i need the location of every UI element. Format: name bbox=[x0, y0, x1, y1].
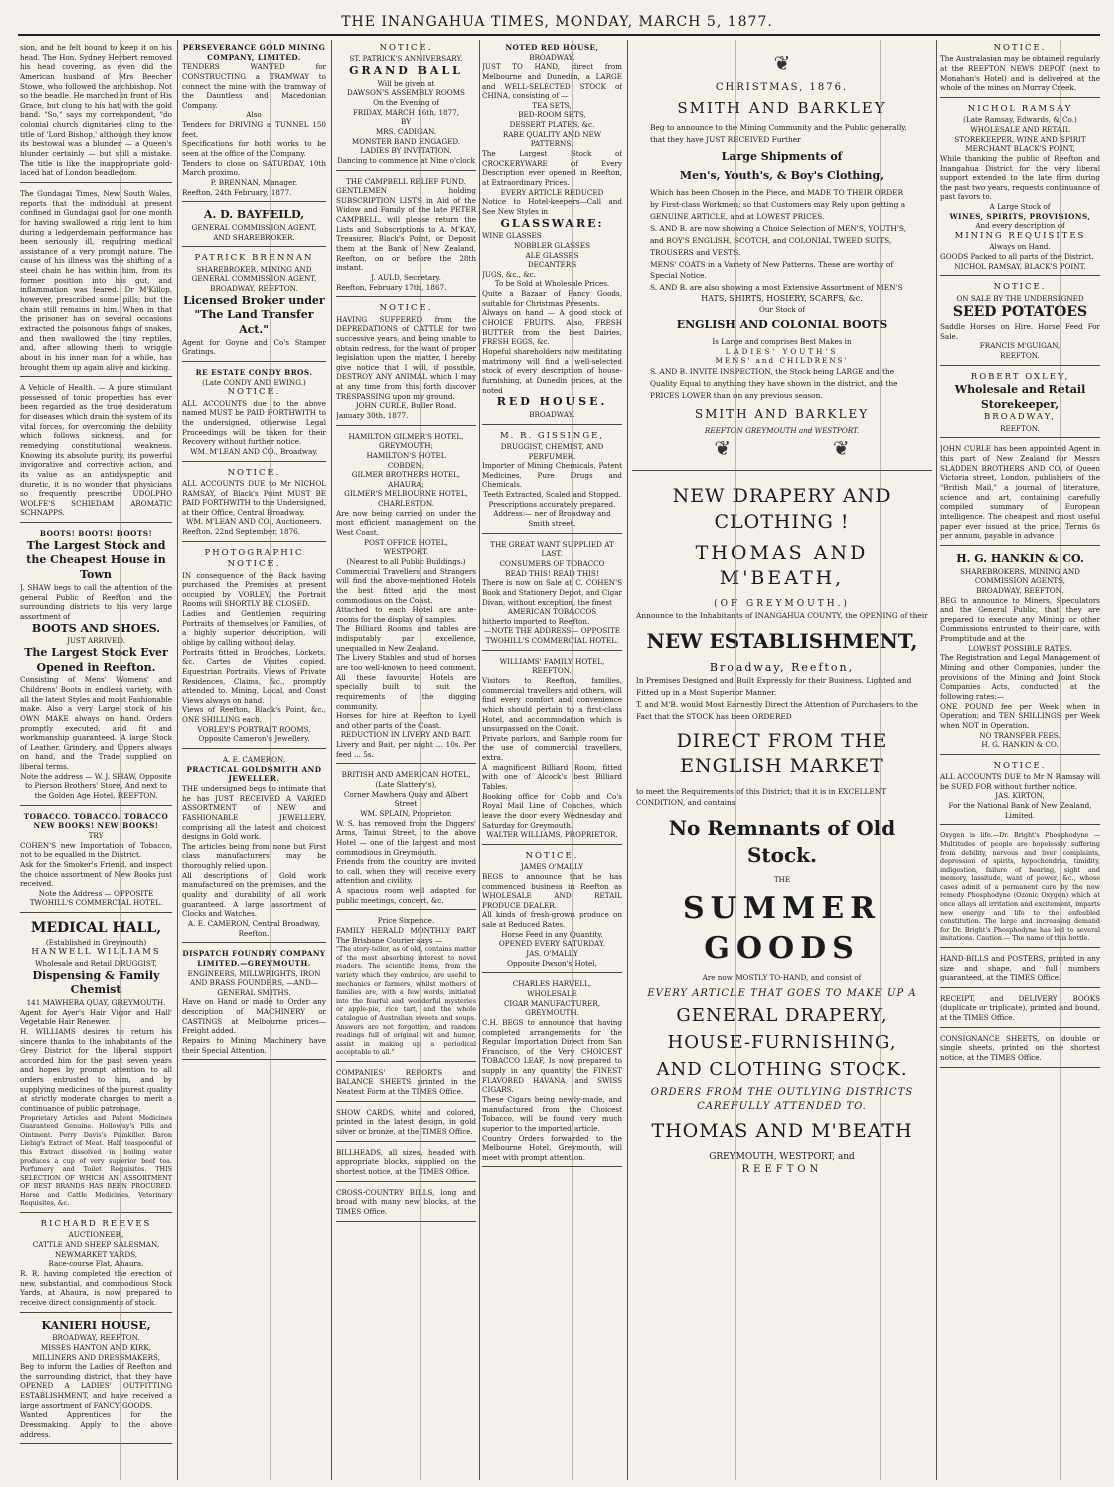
ad-john-curle: JOHN CURLE has been appointed Agent in this part of New Zealand for Messrs SLADDEN BROTHERS AND CO. of Queen Victoria street, London, publishers of the "British Mail," a journal of literature, science and art, containing carefully compiled summary of European intelligence. The cheapest and most useful paper ever issued at the price. Terms 6s per annum, payable in advance bbox=[940, 441, 1100, 545]
ad-richard-reeves: RICHARD REEVES AUCTIONEER, CATTLE AND SHEEP SALESMAN, NEWMARKET YARDS, Race-course Flat, Ahaura. R. R. having completed the erection of new, substantial, and commodious Stock Yards, at Ahaura, is now prepared to receive direct consignments of stock. bbox=[20, 1216, 172, 1313]
ad-photographic: PHOTOGRAPHIC NOTICE. IN consequence of the Back having purchased the Premises at present occupied by VORLEY, the Portrait Rooms will SHORTLY BE CLOSED. Ladies and Gentlemen requiring Portraits of themselves or Families, of a highly superior description, will oblige by calling without delay. Portraits fitted in Brooches, Lockets, &c. Cartes de Visites copied. Equestrian Portraits. Views of Private Residences, Claims, &c., promptly attended to. Mining, Local, and Coast Views always on hand. Views of Reefton, Black's Point, &c., ONE SHILLING each. VORLEY'S PORTRAIT ROOMS, Opposite Cameron's Jewellery. bbox=[182, 545, 326, 749]
ad-cross-country: CROSS-COUNTRY BILLS, long and broad with many new blocks, at the TIMES Office. bbox=[336, 1185, 476, 1222]
column-6 bbox=[940, 40, 1100, 1480]
ad-seed-potatoes: NOTICE. ON SALE BY THE UNDERSIGNED SEED POTATOES Saddle Horses on Hire. Horse Feed For Sale. FRANCIS M'GUIGAN, REEFTON. bbox=[940, 279, 1100, 365]
column-rule bbox=[479, 40, 480, 1480]
column-rule bbox=[627, 40, 628, 1480]
ad-handbills: HAND-BILLS and POSTERS, printed in any size and shape, and full numbers guaranteed, at the TIMES Office. bbox=[940, 951, 1100, 988]
column-3 bbox=[336, 40, 476, 1480]
ad-nichol-ramsay: NICHOL RAMSAY (Late Ramsay, Edwards, & Co.) WHOLESALE AND RETAIL STOREKEEPER, WINE AND SPIRIT MERCHANT BLACK'S POINT, While thanking the public of Reefton and Inangahua District for the very liberal support extended to the late firm during the past two years, requests continuance of past favors to. A Large Stock of WINES, SPIRITS, PROVISIONS, And every description of MINING REQUISITES Always on Hand. GOODS Packed to all parts of the District. NICHOL RAMSAY, BLACK'S POINT. bbox=[940, 101, 1100, 276]
notice-kirton: NOTICE. ALL ACCOUNTS DUE to Mr N Ramsay will be SUED FOR without further notice. JAS. KIRTON, For the National Bank of New Zealand, Limited. bbox=[940, 758, 1100, 826]
ad-red-house: NOTED RED HOUSE, BROADWAY. JUST TO HAND, direct from Melbourne and Dunedin, a LARGE and WELL-SELECTED STOCK of CHINA, consisting of — TEA SETS, BED-ROOM SETS, DESSERT PLATES, &c. RARE QUALITY AND NEW PATTERNS. The Largest Stock of CROCKERYWARE of Every Description ever opened in Reefton, at Extraordinary Prices. EVERY ARTICLE REDUCED Notice to Hotel-keepers—Call and See New Styles in GLASSWARE: WINE GLASSES NOBBLER GLASSES ALE GLASSES DECANTERS JUGS, &c., &c. To be Sold at Wholesale Prices. Quite a Bazaar of Fancy Goods, suitable for Christmas Presents. Always on hand — A good stock of CHOICE FRUITS. Also, FRESH BUTTER from the best Dairies, FRESH EGGS, &c. Hopeful shareholders now meditating matrimony will find a well-selected stock of every description of house-furnishing, at Dunedin prices, at the noted RED HOUSE. BROADWAY. bbox=[482, 40, 622, 425]
ad-american-tobacco: THE GREAT WANT SUPPLIED AT LAST. CONSUMERS OF TOBACCO READ THIS! READ THIS! There is now on Sale at C. COHEN'S Book and Stationery Depot, and Cigar Divan, without exception, the finest AMERICAN TOBACCOS hitherto imported to Reefton. —NOTE THE ADDRESS— OPPOSITE TWOHILL'S COMMERCIAL HOTEL. bbox=[482, 537, 622, 651]
ad-thomas-mbeath: NEW DRAPERY AND CLOTHING ! THOMAS AND M'BEATH, (OF GREYMOUTH.) Announce to the Inhabitants of INANGAHUA COUNTY, the OPENING of their NEW ESTABLISHMENT, Broadway, Reefton, In Premises Designed and Built Expressly for their Business. Lighted and Fitted up in a Most Superior Manner. T. and M'B. would Most Earnestly Direct the Attention of Purchasers to the Fact that the STOCK has been ORDERED DIRECT FROM THE ENGLISH MARKET to meet the Requirements of this District; that it is in EXCELLENT CONDITION, and contains No Remnants of Old Stock. THE SUMMER GOODS Are now MOSTLY TO-HAND, and consist of EVERY ARTICLE THAT GOES TO MAKE UP A GENERAL DRAPERY, HOUSE-FURNISHING, AND CLOTHING STOCK. ORDERS FROM THE OUTLYING DISTRICTS CAREFULLY ATTENDED TO. THOMAS AND M'BEATH GREYMOUTH, WESTPORT, and REEFTON bbox=[636, 485, 928, 1175]
article-health: A Vehicle of Health. — A pure stimulant possessed of tonic properties has ever been regarded as the true desideratum for diseases which drain the system of its vital forces, for overcoming the debility which follows sickness, and for remedying constitutional weakness. Knowing its absolute purity, its powerful invigorative and corrective action, and its value as an antidyspeptic and diuretic, it is no wonder that physicians so frequently prescribe UDOLPHO WOLFE'S SCHIEDAM AROMATIC SCHNAPPS. bbox=[20, 380, 172, 523]
article-phosphodyne: Oxygen is life.—Dr. Bright's Phosphodyne — Multitudes of people are hopelessly suffering from debility, nervous and liver complaints, depression of spirits, hypochondria, timidity, indigestion, failure of hearing, sight and memory, lassitude, want of power, &c., whose cases admit of a permanent cure by the new remedy Phosphodyne (Ozonic Oxygen) which at once allays all irritation and excitement, imparts new energy and life to the enfeebled constitution. The large and increasing demand for Dr. Bright's Phosphodyne has led to several imitations. Caution.— The name of this bottle. bbox=[940, 828, 1100, 948]
column-1 bbox=[20, 40, 172, 1480]
ad-consignance: CONSIGNANCE SHEETS, on double or single sheets, printed on the shortest notice, at the TIMES Office. bbox=[940, 1031, 1100, 1068]
scan-fold-line bbox=[270, 40, 271, 1480]
column-2 bbox=[182, 40, 326, 1480]
ad-hankin: H. G. HANKIN & CO. SHAREBROKERS, MINING AND COMMISSION AGENTS, BROADWAY, REEFTON. BEG to announce to Miners, Speculators and the General Public, that they are prepared to execute any Mining or other Commissions entrusted to their care, with Promptitude and at the LOWEST POSSIBLE RATES. The Registration and Legal Management of Mining and other Companies, under the provisions of the Mining and Joint Stock Companies Acts, conducted at the following rates:— ONE POUND fee per Week when in Operation; and TEN SHILLINGS per Week when NOT in Operation. NO TRANSFER FEES. H. G. HANKIN & CO. bbox=[940, 549, 1100, 755]
ad-boots: BOOTS! BOOTS! BOOTS! The Largest Stock and the Cheapest House in Town J. SHAW begs to call the attention of the general Public of Reefton and the surrounding districts to his very large assortment of BOOTS AND SHOES. JUST ARRIVED. The Largest Stock Ever Opened in Reefton. Consisting of Mens' Womens' and Childrens' Boots in endless variety, with all the latest Styles and most Fashionable make. Also a very Large stock of his OWN MAKE always on hand. Orders promptly executed, and fit and workmanship guaranteed. A large Stock of Leather, Grindery, and Uppers always on hand, and the Trade supplied on liberal terms. Note the address — W. J. SHAW, Opposite to Pierson Brothers' Store, And next to the Golden Age Hotel, REEFTON. bbox=[20, 526, 172, 806]
ad-robert-oxley: ROBERT OXLEY, Wholesale and Retail Storekeeper, BROADWAY, REEFTON. bbox=[940, 369, 1100, 439]
ad-medical-hall: MEDICAL HALL, (Established in Greymouth) HANWELL WILLIAMS Wholesale and Retail DRUGGIST, Dispensing & Family Chemist 141 MAWHERA QUAY, GREYMOUTH. Agent for Ayer's Hair Vigor and Hall' Vegetable Hair Renewer. H. WILLIAMS desires to return his sincere thanks to the inhabitants of the Grey District for the liberal support accorded him for the past seven years and hopes by prompt attention to all orders entrusted to him, and by supplying medicines of the purest quality at strictly moderate charges to merit a continuance of public patronage. Proprietary Articles and Patent Medicines Guaranteed Genuine. Holloway's Pills and Ointment. Perry Davis's Painkiller. Baron Liebig's Extract of Meat. Half teaspoonful of this Extract dissolved in boiling water produces a cup of very superior beef tea. Perfumery and Toilet Requisites. THIS SELECTION OF WHICH AN ASSORTMENT OF BEST BRANDS HAS BEEN PROCURED. Horse and Cattle Medicines, Veterinary Requisites, &c. bbox=[20, 916, 172, 1213]
ad-family-herald: Price Sixpence. FAMILY HERALD MONTHLY PART The Brisbane Courier says — "The story-teller, as of old, contains matter of the most absorbing interest to novel readers. The scientific items, from the variety which they embrace, are useful to mechanics or farmers, whilst mothers of families are, with a few words, initiated into the fearful and wonderful mysteries or apple-pie, rice tart, and the whole catalogue of Australian sweets and soups. Answers are not forgotten, and random readings full of original wit and humor, assist in making up a periodical acceptable to all." bbox=[336, 913, 476, 1061]
notice-australasian: NOTICE. The Australasian may be obtained regularly at the REEFTON NEWS DEPOT (next to Monahan's Hotel) and is delivered at the whole of the mines on Murray Creek. bbox=[940, 40, 1100, 98]
column-rule bbox=[331, 40, 332, 1480]
ad-williams-hotel: WILLIAMS' FAMILY HOTEL, REEFTON. Visitors to Reefton, families, commercial travellers and others, will find every comfort and convenience which should pertain to a first-class Hotel, and accommodation which is unsurpassed on the Coast. Private parlors, and Sample room for the use of commercial travellers, extra. A magnificent Billiard Room, fitted with one of Alcock's best Billiard Tables. Booking office for Cobb and Co's Royal Mail Line of Coaches, which leave the door every Wednesday and Saturday for Greymouth. WALTER WILLIAMS, PROPRIETOR. bbox=[482, 654, 622, 845]
ornament: ❦ bbox=[773, 51, 791, 75]
article-beadle: sion, and he felt bound to keep it on his head. The Hon. Sydney Herbert removed his head covering, as even did the American husband of Mrs Beecher Stowe, who followed the archbishop. Not so the beadle. He marched in front of His Grace, but clung to his hat with the gold band. "So," says my correspondent, "do colonial church dignitaries cling to the title of 'Lord Bishop,' although they know its bestowal was a blunder — a Queen's blunder certainly — but still a mistake. The title is like the inappropriate gold-laced hat of London beadledom. bbox=[20, 40, 172, 183]
notice-ramsay-accounts: NOTICE. ALL ACCOUNTS DUE to Mr NICHOL RAMSAY, of Black's Point MUST BE PAID FORTHWITH to the Undersigned, at their Office, Central Broadway. WM. M'LEAN AND CO., Auctioneers. Reefton, 22nd September, 1876. bbox=[182, 465, 326, 542]
scan-fold-line bbox=[120, 40, 121, 1480]
ad-omally: NOTICE. JAMES O'MALLY BEGS to announce that he has commenced business in Reefton as WHOLESALE AND RETAIL PRODUCE DEALER. All kinds of fresh-grown produce on sale at Reduced Rates. Horse Feed in any Quantity. OPENED EVERY SATURDAY. JAS. O'MALLY Opposite Dwson's Hotel, bbox=[482, 848, 622, 973]
ad-british-american: BRITISH AND AMERICAN HOTEL, (Late Slattery's), Corner Mawhera Quay and Albert Street WM. SPLAIN, Proprietor. W. S. has removed from the Diggers' Arms, Tainui Street, to the above Hotel — one of the largest and most commodious in Greymouth. Friends from the country are invited to call, when they will receive every attention and civility. A spacious room well adapted for public meetings, concert, &c. bbox=[336, 767, 476, 910]
article-gundagai: The Gundagai Times, New South Wales, reports that the individual at present confined in Gundagai gaol for one month for having swallowed a ring lent to him during a ledgerdemain performance has been seriously ill, requiring medical assistance of a very prompt nature. The cause of his illness was the shifting of a steel chain he has within him, from its former position into his gut, and inflammation was feared. Dr M'Killop, however, prescribed some pills; but the chain still remains in him. When in that the prisoner has on several occasions extracted the poisonous fangs of snakes, and then swallowed the tiny reptiles, and, after allowing them to wriggle about in his inner man for a while, has brought them up again alive and kicking. bbox=[20, 186, 172, 377]
ad-dispatch-foundry: DISPATCH FOUNDRY COMPANY LIMITED.—GREYMOUTH. ENGINEERS, MILLWRIGHTS, IRON AND BRASS FOUNDERS, —AND— GENERAL SMITHS. Have on Hand or made to Order any description of MACHINERY or CASTINGS at Melbourne prices—Freight added. Repairs to Mining Machinery have their Special Attention. bbox=[182, 946, 326, 1060]
masthead-title: THE INANGAHUA TIMES, MONDAY, MARCH 5, 1877. bbox=[341, 14, 773, 30]
column-rule bbox=[936, 40, 937, 1480]
ad-kanieri-house: KANIERI HOUSE, BROADWAY, REEFTON. MISSES HANTON AND KIRK, MILLINERS AND DRESSMAKERS, Beg to inform the Ladies of Reefton and the surrounding district, that they have OPENED A LADIES' OUTFITTING ESTABLISHMENT, and have received a large assortment of FANCY GOODS. Wanted Apprentices for the Dressmaking. Apply to the above address. bbox=[20, 1316, 172, 1445]
scan-fold-line bbox=[572, 40, 573, 1480]
ad-show-cards: SHOW CARDS, white and colored, printed in the latest design, in gold silver or bronze, at the TIMES Office. bbox=[336, 1105, 476, 1142]
notice-curle: NOTICE. HAVING SUFFERED from the DEPREDATIONS of CATTLE for two successive years, and being unable to obtain redress, for the want of proper legislation upon the matter, I hereby give notice that I will, if possible, DESTROY ANY ANIMAL which I may at any time from this forth discover TRESPASSING upon my ground. JOHN CURLE, Buller Road. January 30th, 1877. bbox=[336, 300, 476, 425]
ad-receipt-books: RECEIPT, and DELIVERY BOOKS (duplicate or triplicate), printed and bound, at the TIMES Office. bbox=[940, 991, 1100, 1028]
ad-gissinge: M. R. GISSINGE, DRUGGIST, CHEMIST, AND PERFUMER. Importer of Mining Chemicals, Patent Medicines, Pure Drugs and Chemicals. Teeth Extracted, Scaled and Stopped. Prescriptions accurately prepared. Address:— ner of Broadway and Smith street. bbox=[482, 428, 622, 534]
column-rule bbox=[177, 40, 178, 1480]
column-4 bbox=[482, 40, 622, 1480]
scan-fold-line bbox=[880, 40, 881, 1480]
ad-companies: COMPANIES' REPORTS and BALANCE SHEETS printed in the Neatest Form at the TIMES Office. bbox=[336, 1065, 476, 1102]
ad-tobacco: TOBACCO. TOBACCO. TOBACCO NEW BOOKS! NEW BOOKS! TRY COHEN'S new Importation of Tobacco, not to be equalled in the District. Ask for the Smoker's Friend, and inspect the choice assortment of New Books just received. Note the Address — OPPOSITE TWOHILL'S COMMERCIAL HOTEL. bbox=[20, 809, 172, 913]
scan-fold-line bbox=[1060, 40, 1061, 1480]
scan-fold-line bbox=[735, 40, 736, 1480]
ad-grand-ball: NOTICE. ST. PATRICK'S ANNIVERSARY. GRAND BALL Will be given at DAWSON'S ASSEMBLY ROOMS On the Evening of FRIDAY, MARCH 16th, 1877, BY MRS. CADIGAN. MONSTER BAND ENGAGED. LADIES BY INVITATION. Dancing to commence at Nine o'clock bbox=[336, 40, 476, 171]
notice-condy: RE ESTATE CONDY BROS. (Late CONDY AND EWING.) NOTICE. ALL ACCOUNTS due to the above named MUST be PAID FORTHWITH to the undersigned, otherwise Legal Proceedings will be taken for their Recovery without further notice. WM. M'LEAN AND CO., Broadway. bbox=[182, 365, 326, 462]
ornament: ❦ ❦ bbox=[714, 436, 850, 461]
ad-cameron: A. E. CAMERON, PRACTICAL GOLDSMITH AND JEWELLER. THE undersigned begs to intimate that he has JUST RECEIVED A VARIED ASSORTMENT of NEW and FASHIONABLE JEWELLERY, comprising all the latest and choicest designs in Gold work. The articles being from none but First class manufacturers may be thoroughly relied upon. All descriptions of Gold work manufactured on the premises, and the quality and durability of all work guaranteed. A large assortment of Clocks and Watches. A. E. CAMERON, Central Broadway, Reefton. bbox=[182, 752, 326, 943]
ad-billheads: BILLHEADS, all sizes, headed with appropriate blocks, supplied on the shortest notice, at the TIMES Office. bbox=[336, 1145, 476, 1182]
masthead-rule bbox=[18, 34, 1100, 36]
ad-smith-barkley: ❦ CHRISTMAS, 1876. SMITH AND BARKLEY Beg to announce to the Mining Community and the Public generally, that they have JUST RECEIVED Further Large Shipments of Men's, Youth's, & Boy's Clothing, Which has been Chosen in the Piece, and MADE TO THEIR ORDER by First-class Workmen; so that Customers may Rely upon getting a GENUINE ARTICLE, and at LOWEST PRICES. S. AND B. are now showing a Choice Selection of MEN'S, YOUTH'S, and BOY'S ENGLISH, SCOTCH, and COLONIAL TWEED SUITS, TROUSERS and VESTS. MENS' COATS in a Variety of New Patterns. These are worthy of Special Notice. S. AND B. are also showing a most Extensive Assortment of MEN'S HATS, SHIRTS, HOSIERY, SCARFS, &c. Our Stock of ENGLISH AND COLONIAL BOOTS Is Large and comprises Best Makes in LADIES' YOUTH'S MENS' and CHILDRENS' S. AND B. INVITE INSPECTION, the Stock being LARGE and the Quality Equal to anything they have shown in the district, and the PRICES LOWER than on any previous season. SMITH AND BARKLEY REEFTON GREYMOUTH and WESTPORT. ❦ ❦ bbox=[632, 40, 932, 471]
ad-hotels: HAMILTON GILMER'S HOTEL, GREYMOUTH; HAMILTON'S HOTEL COBDEN; GILMER BROTHERS HOTEL, AHAURA; GILMER'S MELBOURNE HOTEL, CHARLESTON. Are now being carried on under the most efficient management on the West Coast. POST OFFICE HOTEL, WESTPORT. (Nearest to all Public Buildings.) Commercial Travellers and Strangers will find the above-mentioned Hotels the best fitted and the most commodious on the Coast. Attached to each Hotel are ante-rooms for the display of samples. The Billiard Rooms and tables are indisputably par excellence, unequalled in New Zealand. The Livery Stables and stud of horses are too well-known to need comment. All these favourite Hotels are specially built to suit the requirements of the digging community. Horses for hire at Reefton to Lyell and other parts of the Coast. REDUCTION IN LIVERY AND BAIT. Livery and Bait, per night ... 10s. Per feed ... 5s. bbox=[336, 429, 476, 765]
ad-charles-harvell: CHARLES HARVELL, WHOLESALE CIGAR MANUFACTURER, GREYMOUTH. C.H. BEGS to announce that having completed arrangements for the Regular Importation Direct from San Francisco, of the Very CHOICEST TOBACCO LEAF, Is now prepared to supply in any quantity the FINEST FLAVORED HAVANA and SWISS CIGARS. These Cigars being newly-made, and manufactured from the Choicest Tobacco, will be found very much superior to the imported article. Country Orders forwarded to the Melbourne Hotel, Greymouth, will meet with prompt attention. bbox=[482, 976, 622, 1167]
ad-patrick-brennan: PATRICK BRENNAN SHAREBROKER, MINING AND GENERAL COMMISSION AGENT, BROADWAY, REEFTON. Licensed Broker under "The Land Transfer Act." Agent for Goyne and Co's Stamper Gratings. bbox=[182, 250, 326, 362]
ad-perseverance: PERSEVERANCE GOLD MINING COMPANY, LIMITED. TENDERS WANTED for CONSTRUCTING a TRAMWAY to connect the mine with the tramway of the Dauntless and Macedonian Company. Also Tenders for DRIVING a TUNNEL 150 feet. Specifications for both works to be seen at the office of the Company. Tenders to close on SATURDAY, 10th March proximo. P. BRENNAN, Manager. Reefton, 24th February, 1877. bbox=[182, 40, 326, 202]
scan-fold-line bbox=[420, 40, 421, 1480]
notice-campbell-fund: THE CAMPBELL RELIEF FUND. GENTLEMEN holding SUBSCRIPTION LISTS in Aid of the Widow and Family of the late PETER CAMPBELL, will please return the Lists and Subscriptions to A. M'KAY, Treasurer, Black's Point, or Deposit them at the Bank of New Zealand, Reefton, on or before the 28th instant. J. AULD, Secretary. Reefton, February 17th, 1867. bbox=[336, 174, 476, 298]
ad-bayfeild: A. D. BAYFEILD, GENERAL COMMISSION AGENT, AND SHAREBROKER. bbox=[182, 205, 326, 247]
column-5 bbox=[632, 40, 932, 1480]
